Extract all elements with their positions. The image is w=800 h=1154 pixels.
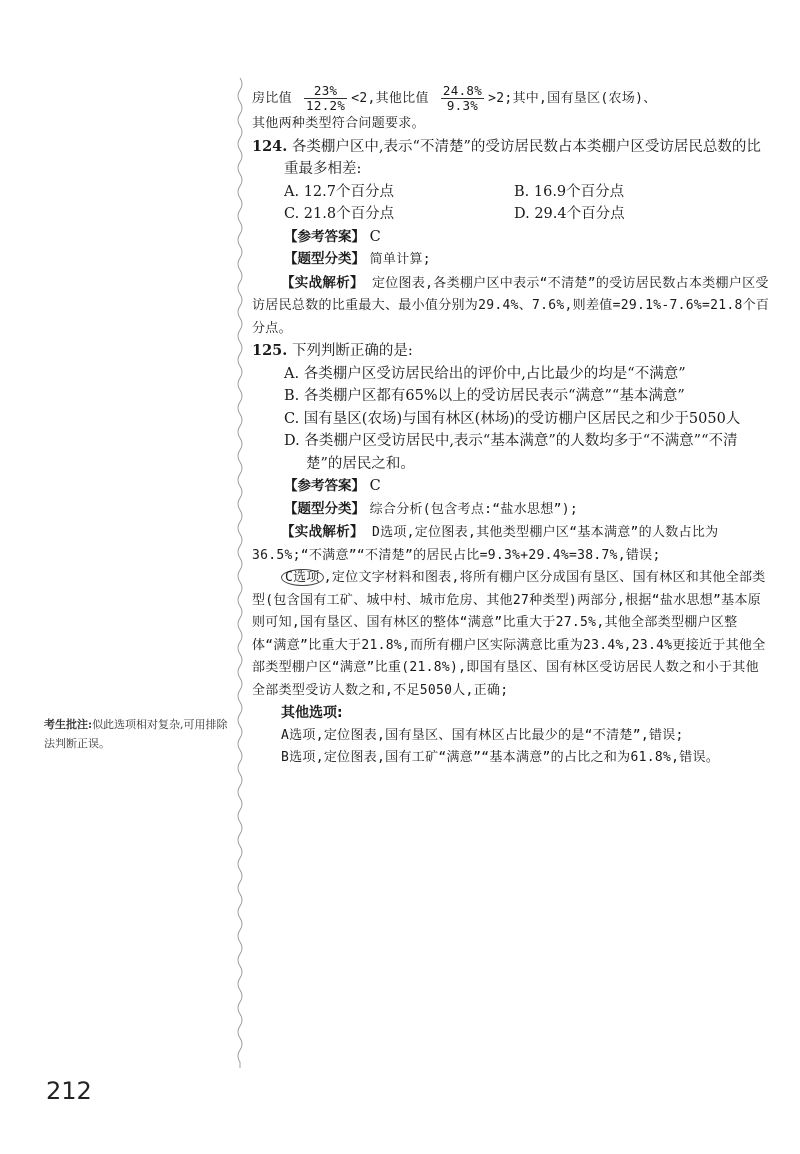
q125-answer [252,475,772,498]
q124-answer-label: 【参考答案】 [284,228,365,245]
other-options-heading: 其他选项: [281,705,343,721]
top-line-mid: <2,其他比值 [351,91,429,106]
q124-type [252,248,772,272]
fraction-2-denominator: 9.3% [446,98,479,113]
top-line-prefix: 房比值 [252,91,292,106]
fraction-2-numerator: 24.8% [442,83,483,98]
q124-option-c: C. 21.8个百分点 [284,206,395,222]
q124-analysis-label: 【实战解析】 [281,274,364,291]
question-124 [252,136,772,181]
margin-wavy-line [236,78,244,1068]
q125-type-label: 【题型分类】 [284,500,365,517]
q125-type [252,498,772,522]
q124-answer [252,226,772,249]
q125-analysis-label: 【实战解析】 [281,524,364,540]
side-note-text: 似此选项相对复杂,可用排除法判断正误。 [44,718,228,750]
q124-option-a: A. 12.7个百分点 [284,183,394,200]
q125-answer-value: C [369,478,381,494]
question-125-text: 下列判断正确的是: [291,343,413,359]
fraction-1 [304,84,347,113]
q125-answer-label: 【参考答案】 [284,478,365,494]
q124-type-value: 简单计算; [369,252,431,267]
q124-option-d: D. 29.4个百分点 [514,206,625,222]
q124-type-label: 【题型分类】 [284,251,365,267]
question-124-options [252,181,772,226]
side-note-label: 考生批注: [44,718,93,731]
q125-option-a: A. 各类棚户区受访居民给出的评价中,占比最少的均是“不满意” [284,365,686,382]
q125-analysis [252,521,772,567]
side-note [44,715,234,753]
q125-option-d: D. 各类棚户区受访居民中,表示“基本满意”的人数均多于“不满意”“不清楚”的居民之和。 [284,433,738,472]
top-line-suffix: >2;其中,国有垦区(农场)、 [488,91,657,106]
question-124-text: 各类棚户区中,表示“不清楚”的受访居民数占本类棚户区受访居民总数的比重最多相差: [284,138,761,177]
q124-option-b: B. 16.9个百分点 [514,183,625,200]
question-125-number: 125. [252,342,288,359]
fraction-2 [441,84,484,113]
main-content [252,84,772,770]
q124-answer-value: C [369,228,381,245]
q125-c-analysis-text: ,定位文字材料和图表,将所有棚户区分成国有垦区、国有林区和其他全部类型(包含国有工矿、城中村、城市危房、其他27种类型)两部分,根据“盐水思想”基本原则可知,国有垦区、国有林区的整体“满意”比重大于27.5%,其他全部类型棚户区整体“满意”比重大于21.8%,而所有棚户区实际满意比重为23.4%,23.4%更接近于其他全部类型棚户区“满意”比重(21.8%),即国有垦区、国有林区受访居民人数之和小于其他全部类型受访人数之和,不足5050人,正确; [252,570,766,698]
q125-option-c: C. 国有垦区(农场)与国有林区(林场)的受访棚户区居民之和少于5050人 [284,410,741,427]
q125-option-b: B. 各类棚户区都有65%以上的受访居民表示“满意”“基本满意” [284,388,685,404]
q124-analysis-text: 定位图表,各类棚户区中表示“不清楚”的受访居民数占本类棚户区受访居民总数的比重最大、最小值分别为29.4%、7.6%,则差值=29.1%-7.6%=21.8个百分点。 [252,275,770,336]
continued-line-2: 其他两种类型符合问题要求。 [252,116,425,131]
q125-type-value: 综合分析(包含考点:“盐水思想”); [369,501,578,517]
continued-line-1 [252,84,772,113]
q125-analysis-text: D选项,定位图表,其他类型棚户区“基本满意”的人数占比为36.5%;“不满意”“不清楚”的居民占比=9.3%+29.4%=38.7%,错误; [252,525,719,563]
other-option-a: A选项,定位图表,国有垦区、国有林区占比最少的是“不清楚”,错误; [281,727,684,743]
q124-analysis [252,272,772,341]
fraction-1-numerator: 23% [304,84,347,99]
other-option-b: B选项,定位图表,国有工矿“满意”“基本满意”的占比之和为61.8%,错误。 [281,750,720,765]
question-124-number: 124. [252,137,288,155]
question-125 [252,340,772,363]
fraction-1-denominator: 12.2% [306,98,346,113]
c-option-circled-mark: C选项 [281,569,324,586]
q125-c-analysis [252,567,772,702]
page-number: 212 [46,1077,92,1105]
wavy-divider-icon [236,78,244,1068]
